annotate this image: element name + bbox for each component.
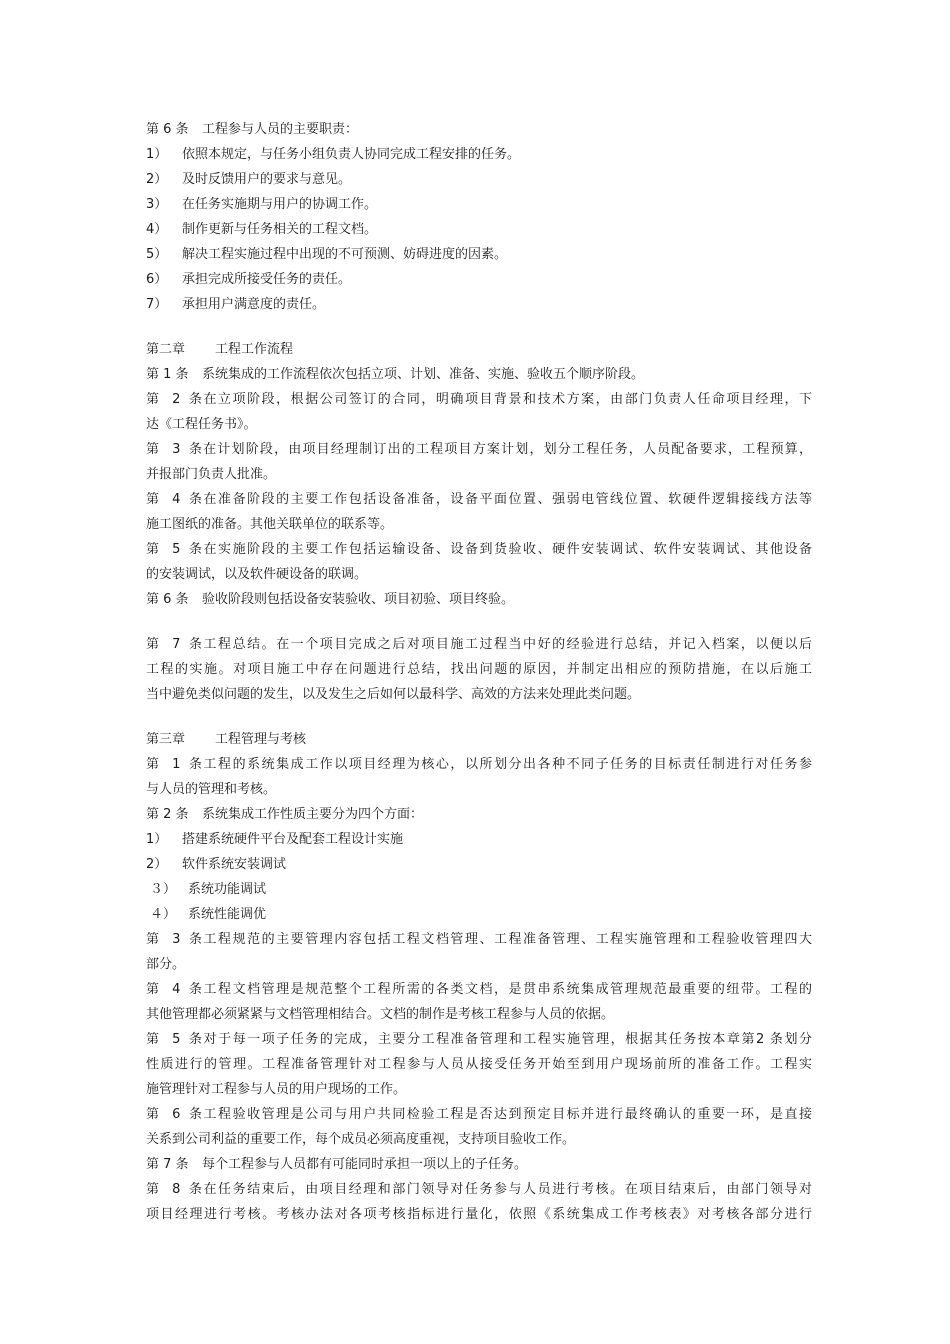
- article-line: [146, 977, 812, 1002]
- article-text: 性质进行的管理。工程准备管理针对工程参与人员从接受任务开始至到用户现场前所的准备工作。工程实: [146, 1057, 812, 1072]
- article-text: 对于每一项子任务的完成，主要分工程准备管理和工程实施管理，根据其任务按本章第2 条划分: [202, 1032, 812, 1047]
- article-text: 关系到公司利益的重要工作，每个成员必须高度重视，支持项目验收工作。: [146, 1132, 576, 1147]
- article-line: [146, 657, 812, 682]
- article-line: [146, 632, 812, 657]
- article-line: [146, 952, 812, 977]
- chapter-label: 第三章: [146, 732, 186, 747]
- article-label: 第 4 条: [146, 492, 202, 507]
- article-line: [146, 562, 812, 587]
- article-line: [146, 537, 812, 562]
- article-text: 每个工程参与人员都有可能同时承担一项以上的子任务。: [202, 1157, 528, 1172]
- article-label: 第 7 条: [146, 637, 202, 652]
- article-line: [146, 777, 812, 802]
- list-number: 4）: [146, 222, 168, 237]
- article-line: [146, 487, 812, 512]
- article-text: 工程验收管理是公司与用户共同检验工程是否达到预定目标并进行最终确认的重要一环，是直接: [202, 1107, 812, 1122]
- article-label: 第 5 条: [146, 542, 202, 557]
- article: [146, 802, 812, 827]
- article-label: 第 4 条: [146, 982, 202, 997]
- article-label: 第 3 条: [146, 932, 202, 947]
- list-item: [146, 292, 812, 317]
- chapter-title: 工程管理与考核: [215, 732, 307, 747]
- list-item: [146, 902, 812, 927]
- article-text: 当中避免类似问题的发生，以及发生之后如何以最科学、高效的方法来处理此类问题。: [146, 687, 641, 702]
- article-line: [146, 1077, 812, 1102]
- article-text: 工程参与人员的主要职责：: [202, 122, 359, 137]
- article-line: [146, 927, 812, 952]
- list-item: [146, 217, 812, 242]
- list-number: 5）: [146, 247, 168, 262]
- article-text: 在立项阶段，根据公司签订的合同，明确项目背景和技术方案，由部门负责人任命项目经理，下: [202, 392, 812, 407]
- list-text: 系统性能调优: [188, 907, 267, 922]
- article-label: 第 2 条: [146, 392, 202, 407]
- article-text: 工程的实施。对项目施工中存在问题进行总结，找出问题的原因，并制定出相应的预防措施，在以后施工: [146, 662, 812, 677]
- article-text: 在准备阶段的主要工作包括设备准备，设备平面位置、强弱电管线位置、软硬件逻辑接线方法等: [202, 492, 812, 507]
- article-text: 项目经理进行考核。考核办法对各项考核指标进行量化，依照《系统集成工作考核表》对考核各部分进行: [146, 1207, 812, 1222]
- article-text: 在任务结束后，由项目经理和部门领导对任务参与人员进行考核。在项目结束后，由部门领导对: [202, 1182, 812, 1197]
- article-line: [146, 1027, 812, 1052]
- list-number: ３）: [150, 882, 177, 897]
- article-label: 第 3 条: [146, 442, 202, 457]
- list-text: 依照本规定，与任务小组负责人协同完成工程安排的任务。: [182, 147, 521, 162]
- list-text: 系统功能调试: [188, 882, 267, 897]
- list-item: [146, 827, 812, 852]
- article-line: [146, 682, 812, 707]
- list-item: [146, 192, 812, 217]
- article-label: 第 8 条: [146, 1182, 202, 1197]
- article-text: 系统集成的工作流程依次包括立项、计划、准备、实施、验收五个顺序阶段。: [202, 367, 645, 382]
- list-text: 解决工程实施过程中出现的不可预测、妨碍进度的因素。: [182, 247, 508, 262]
- article-line: [146, 462, 812, 487]
- article-line: [146, 1202, 812, 1227]
- article-label: 第 5 条: [146, 1032, 202, 1047]
- document-body: [146, 117, 812, 1227]
- list-text: 及时反馈用户的要求与意见。: [182, 172, 352, 187]
- article-label: 第 6 条: [146, 122, 189, 137]
- list-item: [146, 267, 812, 292]
- article-text: 与人员的管理和考核。: [146, 782, 277, 797]
- article-text: 其他管理都必须紧紧与文档管理相结合。文档的制作是考核工程参与人员的依据。: [146, 1007, 615, 1022]
- spacer: [146, 612, 812, 632]
- article-text: 施工图纸的准备。其他关联单位的联系等。: [146, 517, 394, 532]
- article-text: 工程文档管理是规范整个工程所需的各类文档，是贯串系统集成管理规范最重要的纽带。工程的: [202, 982, 812, 997]
- article-line: [146, 387, 812, 412]
- chapter-label: 第二章: [146, 342, 186, 357]
- article-line: [146, 1002, 812, 1027]
- article-line: [146, 1102, 812, 1127]
- article: [146, 362, 812, 387]
- article-label: 第 6 条: [146, 1107, 202, 1122]
- article-label: 第 1 条: [146, 367, 189, 382]
- chapter-title: 工程工作流程: [215, 342, 294, 357]
- list-number: 7）: [146, 297, 168, 312]
- list-item: [146, 167, 812, 192]
- article: [146, 1152, 812, 1177]
- list-item: [146, 142, 812, 167]
- list-number: 3）: [146, 197, 168, 212]
- list-text: 软件系统安装调试: [182, 857, 287, 872]
- list-number: 1）: [146, 147, 168, 162]
- list-text: 搭建系统硬件平台及配套工程设计实施: [182, 832, 404, 847]
- chapter-heading: [146, 727, 812, 752]
- article-line: [146, 1127, 812, 1152]
- list-item: [146, 242, 812, 267]
- article-line: [146, 1052, 812, 1077]
- list-text: 承担完成所接受任务的责任。: [182, 272, 352, 287]
- article-text: 工程的系统集成工作以项目经理为核心，以所划分出各种不同子任务的目标责任制进行对任务参: [202, 757, 812, 772]
- article-text: 工程总结。在一个项目完成之后对项目施工过程当中好的经验进行总结，并记入档案，以便以后: [202, 637, 812, 652]
- article-text: 在计划阶段，由项目经理制订出的工程项目方案计划，划分工程任务，人员配备要求，工程预算，: [202, 442, 812, 457]
- article-label: 第 1 条: [146, 757, 202, 772]
- article-text: 并报部门负责人批准。: [146, 467, 277, 482]
- article-text: 在实施阶段的主要工作包括运输设备、设备到货验收、硬件安装调试、软件安装调试、其他设备: [202, 542, 812, 557]
- list-number: 2）: [146, 172, 168, 187]
- list-item: [146, 852, 812, 877]
- list-text: 制作更新与任务相关的工程文档。: [182, 222, 378, 237]
- article-label: 第 7 条: [146, 1157, 189, 1172]
- list-number: 6）: [146, 272, 168, 287]
- chapter-heading: [146, 337, 812, 362]
- article-label: 第 2 条: [146, 807, 189, 822]
- article-label: 第 6 条: [146, 592, 189, 607]
- list-item: [146, 877, 812, 902]
- article-text: 的安装调试，以及软件硬设备的联调。: [146, 567, 368, 582]
- article-text: 达《工程任务书》。: [146, 417, 257, 432]
- list-number: 2）: [146, 857, 168, 872]
- article-line: [146, 437, 812, 462]
- article-line: [146, 1177, 812, 1202]
- article-text: 验收阶段则包括设备安装验收、项目初验、项目终验。: [202, 592, 515, 607]
- article: [146, 587, 812, 612]
- list-text: 在任务实施期与用户的协调工作。: [182, 197, 378, 212]
- list-number: 1）: [146, 832, 168, 847]
- article-heading: [146, 117, 812, 142]
- article-line: [146, 512, 812, 537]
- article-text: 系统集成工作性质主要分为四个方面：: [202, 807, 424, 822]
- article-text: 工程规范的主要管理内容包括工程文档管理、工程准备管理、工程实施管理和工程验收管理四大: [202, 932, 812, 947]
- article-line: [146, 412, 812, 437]
- article-text: 部分。: [146, 957, 186, 972]
- list-number: ４）: [150, 907, 177, 922]
- spacer: [146, 707, 812, 727]
- spacer: [146, 317, 812, 337]
- article-text: 施管理针对工程参与人员的用户现场的工作。: [146, 1082, 407, 1097]
- list-text: 承担用户满意度的责任。: [182, 297, 326, 312]
- article-line: [146, 752, 812, 777]
